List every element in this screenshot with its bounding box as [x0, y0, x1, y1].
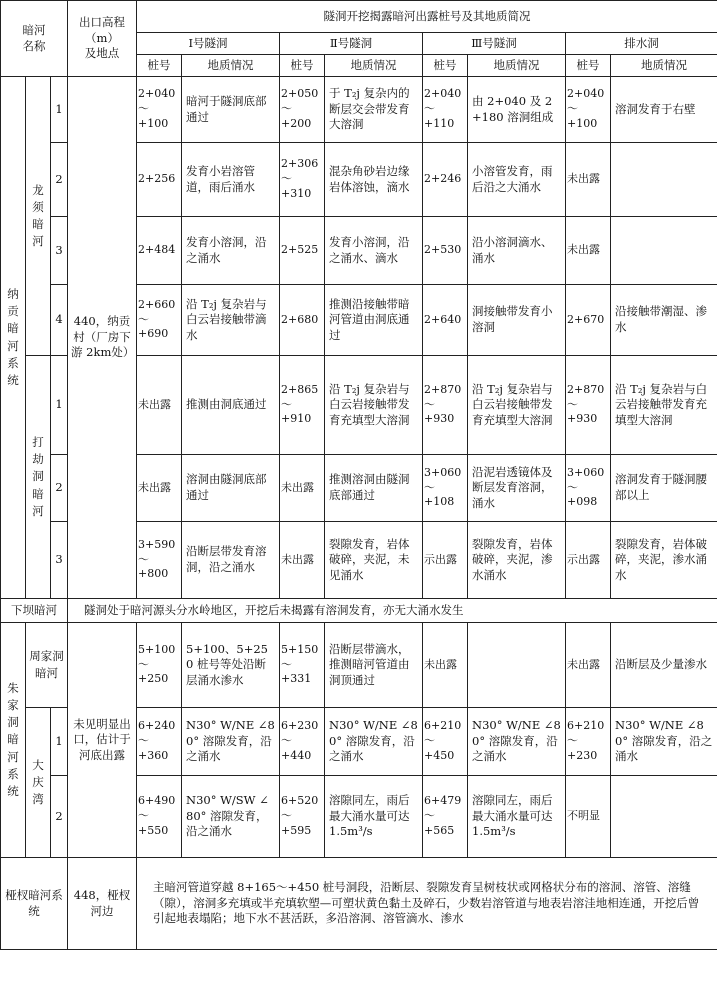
nagong-elevation: 440，纳贡村（厂房下游 2km处）: [68, 77, 137, 599]
row-number: 3: [51, 522, 68, 599]
geo-cell: 沿 T₂j 复杂岩与白云岩接触带发育充填型大溶洞: [468, 356, 566, 455]
geo-cell: [611, 776, 717, 858]
col-pile: 桩号: [137, 55, 182, 77]
row-number: 2: [51, 455, 68, 522]
row-number: 2: [51, 776, 68, 858]
daqing-label: 大庆湾: [26, 708, 51, 858]
pile-cell: 2+484: [137, 217, 182, 285]
dajie-label: 打劫洞暗河: [26, 356, 51, 599]
pile-cell: 2+870 ～ +930: [423, 356, 468, 455]
pile-cell: 6+210 ～ +230: [566, 708, 611, 776]
pile-cell: 6+479 ～ +565: [423, 776, 468, 858]
zhujia-system-label: 朱家洞暗河系统: [1, 623, 26, 858]
pile-cell: 6+520 ～ +595: [280, 776, 325, 858]
header-name: 暗河 名称: [1, 1, 68, 77]
yacha-text: 主暗河管道穿越 8+165～+450 桩号洞段，沿断层、裂隙发育呈树枝状或网格状分布的溶洞、溶管、溶缝（隙），溶洞多充填或半充填软塑—可塑状黄色黏土及碎石，少数岩溶管道与地表岩溶洼地相连通，开挖后曾引起地表塌陷；地下水不甚活跃，多沿溶洞、溶管滴水、渗水: [137, 858, 717, 950]
col-geo: 地质情况: [468, 55, 566, 77]
col-geo: 地质情况: [325, 55, 423, 77]
geo-cell: 沿泥岩透镜体及断层发育溶洞，涌水: [468, 455, 566, 522]
row-number: 2: [51, 143, 68, 217]
geo-cell: 溶隙同左，雨后最大涌水量可达 1.5m³/s: [325, 776, 423, 858]
row-number: 1: [51, 708, 68, 776]
geo-cell: 发育小溶洞，沿之涌水、滴水: [325, 217, 423, 285]
zhujia-elevation: 未见明显出口，估计于河底出露: [68, 623, 137, 858]
geo-cell: 暗河于隧洞底部通过: [182, 77, 280, 143]
pile-cell: 未出露: [280, 522, 325, 599]
tunnel-3: Ⅲ号隧洞: [423, 33, 566, 55]
pile-cell: 未出露: [280, 455, 325, 522]
yacha-label: 桠杈暗河系统: [1, 858, 68, 950]
geo-cell: 沿 T₂j 复杂岩与白云岩接触带发育充填型大溶洞: [611, 356, 717, 455]
xiaba-text: 隧洞处于暗河源头分水岭地区，开挖后未揭露有溶洞发育，亦无大涌水发生: [68, 599, 717, 623]
geo-cell: 溶洞发育于隧洞腰部以上: [611, 455, 717, 522]
geo-cell: 裂隙发育，岩体破碎，夹泥，渗水涌水: [611, 522, 717, 599]
tunnel-1: Ⅰ号隧洞: [137, 33, 280, 55]
pile-cell: 6+240 ～ +360: [137, 708, 182, 776]
geo-cell: 由 2+040 及 2+180 溶洞组成: [468, 77, 566, 143]
longxu-label: 龙须暗河: [26, 77, 51, 356]
pile-cell: 未出露: [566, 623, 611, 708]
nagong-system-label: 纳贡暗河系统: [1, 77, 26, 599]
table-row: [1, 599, 717, 623]
col-geo: 地质情况: [182, 55, 280, 77]
geo-cell: [611, 143, 717, 217]
geo-cell: N30° W/NE ∠80° 溶隙发育，沿之涌水: [468, 708, 566, 776]
pile-cell: 2+660 ～ +690: [137, 285, 182, 356]
col-pile: 桩号: [423, 55, 468, 77]
geo-cell: N30° W/NE ∠80° 溶隙发育，沿之涌水: [182, 708, 280, 776]
pile-cell: 示出露: [566, 522, 611, 599]
geo-cell: 推测由洞底通过: [182, 356, 280, 455]
pile-cell: 5+100 ～ +250: [137, 623, 182, 708]
pile-cell: 2+680: [280, 285, 325, 356]
pile-cell: 2+040 ～ +100: [566, 77, 611, 143]
col-pile: 桩号: [566, 55, 611, 77]
table-row: [1, 77, 717, 143]
geo-cell: 溶洞由隧洞底部通过: [182, 455, 280, 522]
row-number: 4: [51, 285, 68, 356]
geo-cell: 推测溶洞由隧洞底部通过: [325, 455, 423, 522]
pile-cell: 2+040 ～ +110: [423, 77, 468, 143]
row-number: 3: [51, 217, 68, 285]
geo-cell: 发育小岩溶管道，雨后涌水: [182, 143, 280, 217]
pile-cell: 3+060 ～ +098: [566, 455, 611, 522]
pile-cell: 5+150 ～ +331: [280, 623, 325, 708]
geo-cell: 裂隙发育，岩体破碎，夹泥，未见涌水: [325, 522, 423, 599]
pile-cell: 6+230 ～ +440: [280, 708, 325, 776]
tunnel-2: Ⅱ号隧洞: [280, 33, 423, 55]
geo-cell: [468, 623, 566, 708]
geo-cell: [611, 217, 717, 285]
geo-cell: 沿 T₂j 复杂岩与白云岩接触带滴水: [182, 285, 280, 356]
pile-cell: 6+490 ～ +550: [137, 776, 182, 858]
header-elevation: 出口高程 （m） 及地点: [68, 1, 137, 77]
geo-cell: 溶洞发育于右壁: [611, 77, 717, 143]
pile-cell: 2+040 ～ +100: [137, 77, 182, 143]
pile-cell: 2+640: [423, 285, 468, 356]
geo-cell: 发育小溶洞，沿之涌水: [182, 217, 280, 285]
pile-cell: 2+530: [423, 217, 468, 285]
geo-cell: 裂隙发育，岩体破碎，夹泥，渗水涌水: [468, 522, 566, 599]
geo-cell: 沿断层带发育溶洞，沿之涌水: [182, 522, 280, 599]
pile-cell: 2+246: [423, 143, 468, 217]
pile-cell: 3+590 ～ +800: [137, 522, 182, 599]
pile-cell: 未出露: [423, 623, 468, 708]
pile-cell: 不明显: [566, 776, 611, 858]
pile-cell: 6+210 ～ +450: [423, 708, 468, 776]
pile-cell: 未出露: [137, 356, 182, 455]
pile-cell: 2+306 ～ +310: [280, 143, 325, 217]
pile-cell: 2+525: [280, 217, 325, 285]
geo-cell: 混杂角砂岩边缘岩体溶蚀，滴水: [325, 143, 423, 217]
geo-cell: 小溶管发育，雨后沿之大涌水: [468, 143, 566, 217]
pile-cell: 2+050 ～ +200: [280, 77, 325, 143]
geo-cell: N30° W/NE ∠80° 溶隙发育，沿之涌水: [611, 708, 717, 776]
pile-cell: 未出露: [137, 455, 182, 522]
geo-cell: 沿 T₂j 复杂岩与白云岩接触带发育充填型大溶洞: [325, 356, 423, 455]
geo-cell: 沿小溶洞滴水、涌水: [468, 217, 566, 285]
geo-cell: 推测沿接触带暗河管道由洞底通过: [325, 285, 423, 356]
pile-cell: 2+670: [566, 285, 611, 356]
geo-cell: 沿断层带滴水，推测暗河管道由洞顶通过: [325, 623, 423, 708]
pile-cell: 2+870 ～ +930: [566, 356, 611, 455]
geo-cell: 于 T₂j 复杂内的断层交会带发育大溶洞: [325, 77, 423, 143]
geo-cell: 沿接触带潮湿、渗水: [611, 285, 717, 356]
col-geo: 地质情况: [611, 55, 717, 77]
pile-cell: 3+060 ～ +108: [423, 455, 468, 522]
table-row: [1, 623, 717, 708]
geo-cell: 溶隙同左，雨后最大涌水量可达 1.5m³/s: [468, 776, 566, 858]
pile-cell: 未出露: [566, 217, 611, 285]
row-number: 1: [51, 356, 68, 455]
header-group: 隧洞开挖揭露暗河出露桩号及其地质简况: [137, 1, 717, 33]
geo-cell: N30° W/SW ∠80° 溶隙发育，沿之涌水: [182, 776, 280, 858]
geo-cell: 5+100、5+250 桩号等处沿断层涌水渗水: [182, 623, 280, 708]
geo-cell: 洞接触带发育小溶洞: [468, 285, 566, 356]
tunnel-drain: 排水洞: [566, 33, 717, 55]
pile-cell: 示出露: [423, 522, 468, 599]
pile-cell: 2+256: [137, 143, 182, 217]
zhoujia-label: 周家洞暗河: [26, 623, 68, 708]
xiaba-label: 下坝暗河: [1, 599, 68, 623]
col-pile: 桩号: [280, 55, 325, 77]
geo-cell: 沿断层及少量渗水: [611, 623, 717, 708]
geo-cell: N30° W/NE ∠80° 溶隙发育，沿之涌水: [325, 708, 423, 776]
yacha-elevation: 448，桠杈河边: [68, 858, 137, 950]
row-number: 1: [51, 77, 68, 143]
pile-cell: 2+865 ～ +910: [280, 356, 325, 455]
pile-cell: 未出露: [566, 143, 611, 217]
table-row: [1, 858, 717, 950]
